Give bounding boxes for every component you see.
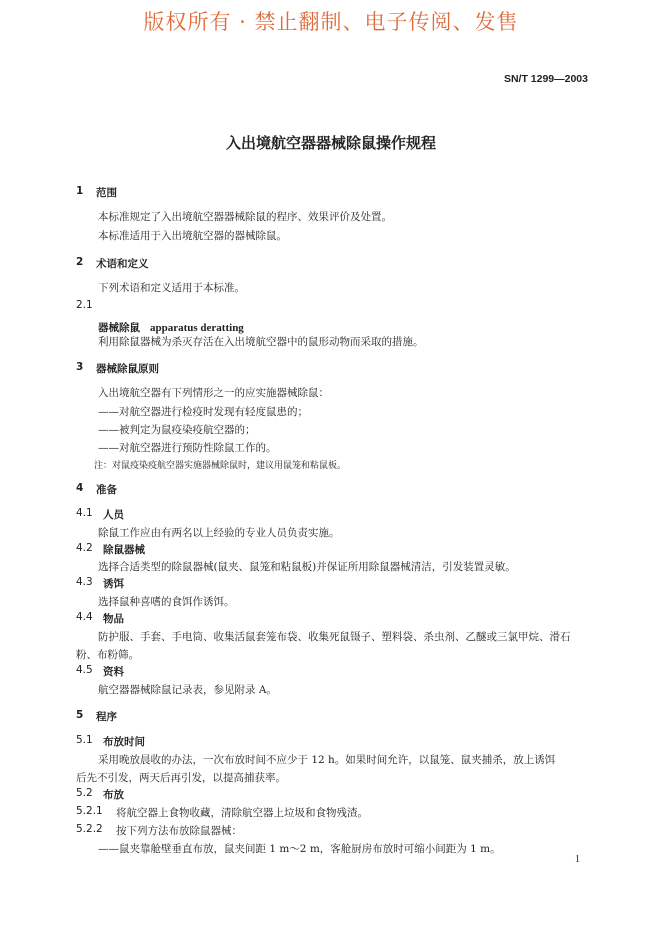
subsection-4-4-para-1: 防护服、手套、手电筒、收集活鼠套笼布袋、收集死鼠镊子、塑料袋、杀虫剂、乙醚或三氯甲烷、滑石 (98, 631, 571, 643)
term-chinese: 器械除鼠 (98, 322, 140, 334)
term-line (98, 316, 244, 335)
section-5-number: 5 (76, 709, 84, 721)
subsection-4-3-heading: 诱饵 (103, 578, 124, 590)
page-number: 1 (575, 854, 580, 865)
section-1-heading: 范围 (96, 187, 117, 199)
subsection-4-1-number: 4.1 (76, 507, 93, 519)
subsection-4-4-number: 4.4 (76, 611, 93, 623)
watermark-banner: 版权所有 · 禁止翻制、电子传阅、发售 (143, 10, 519, 34)
subsection-4-4-para-2: 粉、布粉筛。 (76, 649, 139, 661)
subsection-4-5-heading: 资料 (103, 666, 124, 678)
section-5-heading: 程序 (96, 711, 117, 723)
subsection-4-4-heading: 物品 (103, 613, 124, 625)
subsection-5-2-1-text: 将航空器上食物收藏，清除航空器上垃圾和食物残渣。 (116, 807, 368, 819)
section-2-number: 2 (76, 256, 84, 268)
subsection-5-1-para-1: 采用晚放晨收的办法，一次布放时间不应少于 12 h。如果时间允许，以鼠笼、鼠夹捕杀，放上诱饵 (98, 754, 556, 766)
subsection-2-1-number: 2.1 (76, 299, 93, 311)
section-3-para-1: 入出境航空器有下列情形之一的应实施器械除鼠： (98, 387, 329, 399)
subsection-4-5-para: 航空器器械除鼠记录表，参见附录 A。 (98, 684, 277, 696)
section-1-para-2: 本标准适用于入出境航空器的器械除鼠。 (98, 230, 287, 242)
section-3-dash-1: ——对航空器进行检疫时发现有轻度鼠患的； (98, 406, 308, 418)
subsection-5-2-1-number: 5.2.1 (76, 805, 103, 817)
subsection-4-1-heading: 人员 (103, 509, 124, 521)
subsection-4-3-para: 选择鼠种喜嗜的食饵作诱饵。 (98, 596, 235, 608)
section-3-number: 3 (76, 361, 84, 373)
section-2-heading: 术语和定义 (96, 258, 149, 270)
section-2-para-1: 下列术语和定义适用于本标准。 (98, 282, 245, 294)
subsection-5-1-para-2: 后先不引发，两天后再引发，以提高捕获率。 (76, 772, 286, 784)
section-4-number: 4 (76, 482, 84, 494)
subsection-5-2-2-dash-1: ——鼠夹靠舱壁垂直布放，鼠夹间距 1 m～2 m，客舱厨房布放时可缩小间距为 1 m。 (98, 843, 501, 855)
section-3-dash-3: ——对航空器进行预防性除鼠工作的。 (98, 442, 277, 454)
subsection-5-2-2-number: 5.2.2 (76, 823, 103, 835)
subsection-4-2-heading: 除鼠器械 (103, 544, 145, 556)
subsection-5-1-heading: 布放时间 (103, 736, 145, 748)
term-english: apparatus deratting (150, 322, 244, 334)
subsection-5-2-heading: 布放 (103, 789, 124, 801)
term-definition: 利用除鼠器械为杀灭存活在入出境航空器中的鼠形动物而采取的措施。 (98, 336, 424, 348)
subsection-4-2-para: 选择合适类型的除鼠器械(鼠夹、鼠笼和粘鼠板)并保证所用除鼠器械清洁，引发装置灵敏。 (98, 561, 516, 573)
subsection-4-1-para: 除鼠工作应由有两名以上经验的专业人员负责实施。 (98, 527, 340, 539)
section-3-note: 注：对鼠疫染疫航空器实施器械除鼠时，建议用鼠笼和粘鼠板。 (94, 461, 347, 471)
section-1-para-1: 本标准规定了入出境航空器器械除鼠的程序、效果评价及处置。 (98, 211, 392, 223)
subsection-5-2-number: 5.2 (76, 787, 93, 799)
section-4-heading: 准备 (96, 484, 117, 496)
document-title: 入出境航空器器械除鼠操作规程 (225, 134, 436, 152)
subsection-5-2-2-text: 按下列方法布放除鼠器械： (116, 825, 242, 837)
subsection-5-1-number: 5.1 (76, 734, 93, 746)
subsection-4-5-number: 4.5 (76, 664, 93, 676)
section-3-dash-2: ——被判定为鼠疫染疫航空器的； (98, 424, 256, 436)
section-1-number: 1 (76, 185, 84, 197)
standard-number: SN/T 1299—2003 (503, 73, 588, 85)
subsection-4-3-number: 4.3 (76, 576, 93, 588)
section-3-heading: 器械除鼠原则 (96, 363, 159, 375)
subsection-4-2-number: 4.2 (76, 542, 93, 554)
